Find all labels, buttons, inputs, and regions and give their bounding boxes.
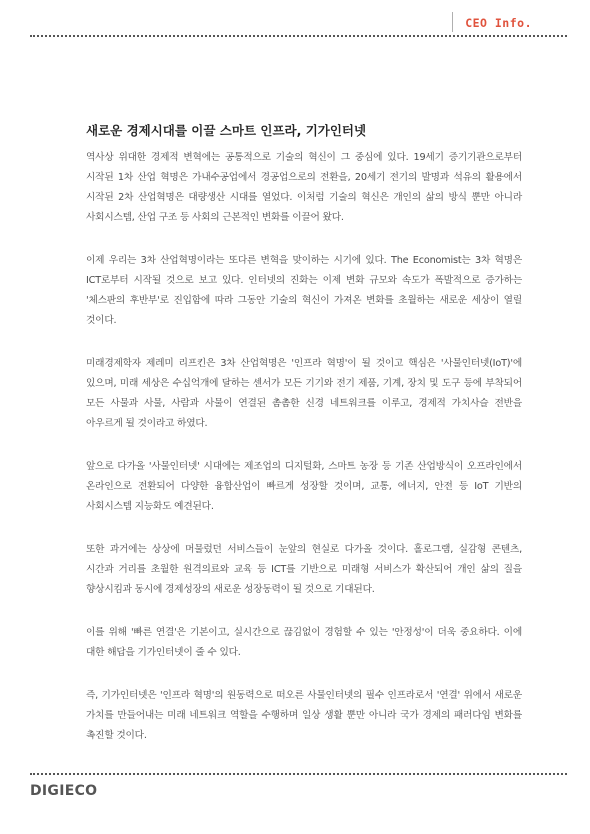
header-divider-tick — [452, 12, 453, 32]
digieco-logo: DIGIECO — [30, 783, 98, 799]
paragraph: 역사상 위대한 경제적 변혁에는 공통적으로 기술의 혁신이 그 중심에 있다. 19세기 증기기관으로부터 시작된 1차 산업 혁명은 가내수공업에서 경공업으로의 전환을, 20세기 전기의 발명과 석유의 활용에서 시작된 2차 산업혁명은 대량생산 시대를 열었다. 이처럼 기술의 혁신은 개인의 삶의 방식 뿐만 아니라 사회시스템, 산업 구조 등 사회의 근본적인 변화를 이끌어 왔다. — [86, 152, 522, 223]
header-dotted-rule — [30, 35, 567, 37]
paragraph: 즉, 기가인터넷은 '인프라 혁명'의 원동력으로 떠오른 사물인터넷의 필수 인프라로서 '연결' 위에서 새로운 가치를 만들어내는 미래 네트워크 역할을 수행하며 일상 생활 뿐만 아니라 국가 경제의 패러다임 변화를 촉진할 것이다. — [86, 690, 522, 741]
paragraph: 미래경제학자 제레미 리프킨은 3차 산업혁명은 '인프라 혁명'이 될 것이고 핵심은 '사물인터넷(IoT)'에 있으며, 미래 세상은 수십억개에 달하는 센서가 모든 기기와 전기 제품, 기계, 장치 및 도구 등에 부착되어 모든 사물과 사물, 사람과 사물이 연결된 촘촘한 신경 네트워크를 이루고, 경제적 가치사슬 전반을 아우르게 될 것이라고 하였다. — [86, 358, 522, 429]
article-title: 새로운 경제시대를 이끌 스마트 인프라, 기가인터넷 — [86, 123, 367, 138]
paragraph: 앞으로 다가올 '사물인터넷' 시대에는 제조업의 디지털화, 스마트 농장 등 기존 산업방식이 오프라인에서 온라인으로 전환되어 다양한 융합산업이 빠르게 성장할 것이며, 교통, 에너지, 안전 등 IoT 기반의 사회시스템 지능화도 예견된다. — [86, 461, 522, 512]
paragraph: 또한 과거에는 상상에 머물렀던 서비스들이 눈앞의 현실로 다가올 것이다. 홀로그램, 실감형 콘텐츠, 시간과 거리를 초월한 원격의료와 교육 등 ICT를 기반으로 미래형 서비스가 확산되어 개인 삶의 질을 향상시킴과 동시에 경제성장의 새로운 성장동력이 될 것으로 기대된다. — [86, 544, 522, 595]
footer-dotted-rule — [30, 773, 567, 775]
article-body — [86, 148, 522, 769]
header-label: CEO Info. — [465, 16, 532, 30]
paragraph: 이를 위해 '빠른 연결'은 기본이고, 실시간으로 끊김없이 경험할 수 있는 '안정성'이 더욱 중요하다. 이에 대한 해답을 기가인터넷이 줄 수 있다. — [86, 627, 522, 658]
paragraph: 이제 우리는 3차 산업혁명이라는 또다른 변혁을 맞이하는 시기에 있다. The Economist는 3차 혁명은 ICT로부터 시작될 것으로 보고 있다. 인터넷의 진화는 이제 변화 규모와 속도가 폭발적으로 증가하는 '체스판의 후반부'로 진입함에 따라 그동안 기술의 혁신이 가져온 변화를 초월하는 새로운 세상이 열릴 것이다. — [86, 255, 522, 326]
